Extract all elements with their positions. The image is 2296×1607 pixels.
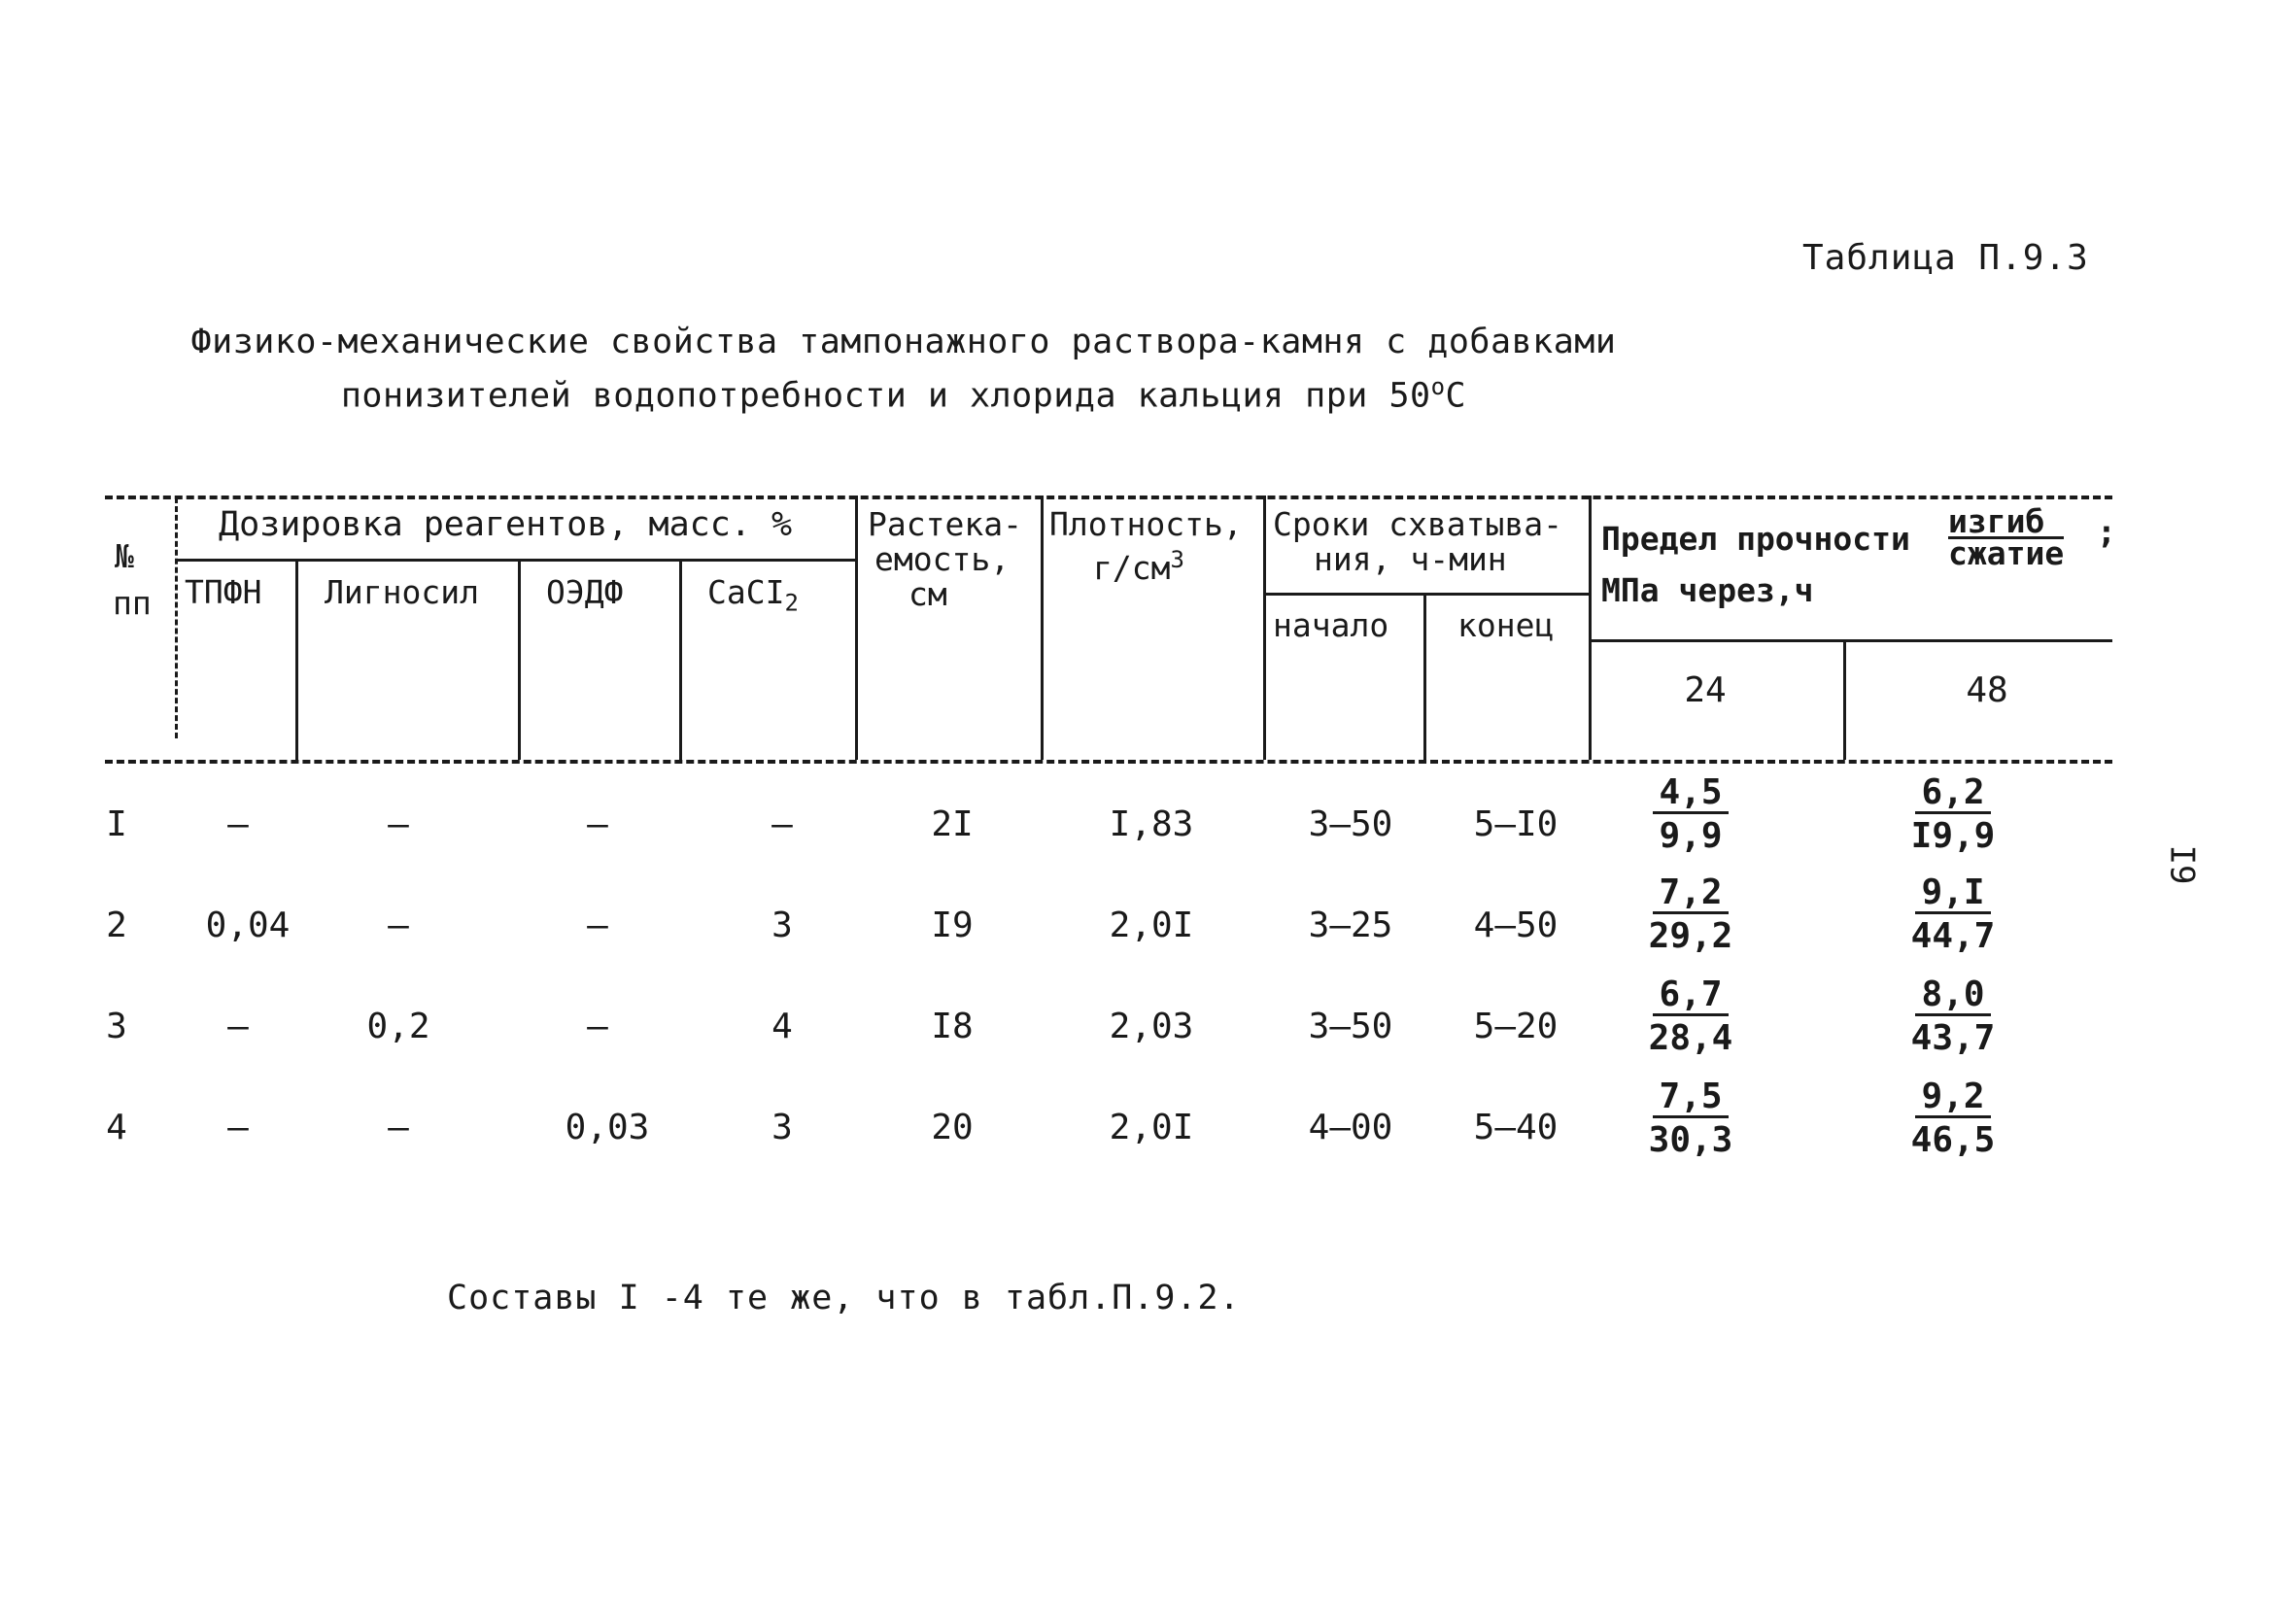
tpfn-header: ТПФН — [185, 573, 262, 611]
row1-end: 5–I0 — [1473, 804, 1559, 844]
row1-num: I — [106, 804, 127, 844]
dosage-group-header: Дозировка реагентов, масс. % — [219, 505, 793, 544]
lignosil-col-divider — [518, 561, 521, 760]
oedf-header: ОЭДФ — [546, 573, 624, 611]
row4-strength-24: $\frac{7,5}{30,3}$ — [1648, 1077, 1733, 1160]
setting-end-divider — [1589, 496, 1592, 760]
row2-end: 4–50 — [1473, 906, 1559, 945]
spread-header-2: емость, — [874, 540, 1011, 578]
row1-tpfn: – — [227, 804, 249, 844]
setting-end-header: конец — [1457, 606, 1555, 644]
row3-strength-24: $\frac{6,7}{28,4}$ — [1648, 974, 1733, 1058]
table-top-border — [105, 496, 2112, 499]
cacl2-header: CaCI$_2$ — [707, 573, 799, 617]
row2-tpfn: 0,04 — [205, 906, 291, 945]
row3-strength-48: $\frac{8,0}{43,7}$ — [1910, 974, 1996, 1058]
setting-header-2: ния, ч-мин — [1314, 540, 1507, 578]
table-title-line1: Физико-механические свойства тампонажного раствора-камня с добавками — [190, 323, 1617, 361]
row2-strength-24: $\frac{7,2}{29,2}$ — [1648, 872, 1733, 956]
row3-num: 3 — [106, 1007, 127, 1046]
density-col-divider — [1263, 496, 1266, 760]
row3-density: 2,03 — [1109, 1007, 1194, 1046]
strength-24-divider — [1843, 641, 1846, 760]
row3-spread: I8 — [931, 1007, 974, 1046]
row2-cacl2: 3 — [771, 906, 793, 945]
setting-start-header: начало — [1273, 606, 1389, 644]
row4-density: 2,0I — [1109, 1108, 1194, 1147]
row1-density: I,83 — [1109, 804, 1194, 844]
row4-tpfn: – — [227, 1108, 249, 1147]
row2-oedf: – — [587, 906, 608, 945]
row3-tpfn: – — [227, 1007, 249, 1046]
row2-lignosil: – — [388, 906, 409, 945]
table-title-line2: понизителей водопотребности и хлорида кальция при $50^оС$ — [340, 373, 1467, 416]
oedf-col-divider — [679, 561, 682, 760]
row4-lignosil: – — [388, 1108, 409, 1147]
spread-header-1: Растека- — [868, 505, 1022, 543]
row4-cacl2: 3 — [771, 1108, 793, 1147]
page-number: I9 — [2162, 844, 2202, 885]
row1-strength-24: $\frac{4,5}{9,9}$ — [1613, 772, 1768, 859]
strength-group-underline — [1589, 639, 2112, 642]
cacl2-col-divider — [855, 496, 858, 760]
row3-start: 3–50 — [1308, 1007, 1393, 1046]
row4-num: 4 — [106, 1108, 127, 1147]
row1-lignosil: – — [388, 804, 409, 844]
footnote: Составы I -4 те же, что в табл.П.9.2. — [447, 1279, 1241, 1317]
strength-header-1: Предел прочности — [1601, 520, 1910, 558]
row1-cacl2: – — [771, 804, 793, 844]
strength-type-stack: изгиб сжатие — [1948, 502, 2065, 572]
num-header-1: № — [115, 537, 134, 575]
row1-oedf: – — [587, 804, 608, 844]
tpfn-col-divider — [295, 561, 298, 760]
row1-spread: 2I — [931, 804, 974, 844]
strength-type-separator: ; — [2097, 513, 2116, 551]
row4-start: 4–00 — [1308, 1108, 1393, 1147]
hours-48-header: 48 — [1966, 670, 2008, 710]
row4-spread: 20 — [931, 1108, 974, 1147]
num-header-2: пп — [113, 584, 152, 622]
strength-header-2: МПа через,ч — [1601, 571, 1814, 609]
table-label: Таблица П.9.3 — [1802, 238, 2089, 278]
row4-strength-48: $\frac{9,2}{46,5}$ — [1910, 1077, 1996, 1160]
row1-strength-48: $\frac{6,2}{I9,9}$ — [1910, 772, 1996, 856]
row2-strength-48: $\frac{9,I}{44,7}$ — [1910, 872, 1996, 956]
spread-header-3: см — [908, 575, 947, 613]
row3-lignosil: 0,2 — [366, 1007, 430, 1046]
header-bottom-border — [105, 760, 2112, 764]
density-header-1: Плотность, — [1049, 505, 1243, 543]
row2-density: 2,0I — [1109, 906, 1194, 945]
row3-end: 5–20 — [1473, 1007, 1559, 1046]
hours-24-header: 24 — [1684, 670, 1727, 710]
density-header-2: $г/см^3$ — [1093, 546, 1184, 587]
num-col-divider — [175, 497, 178, 738]
row2-start: 3–25 — [1308, 906, 1393, 945]
row2-num: 2 — [106, 906, 127, 945]
dosage-group-underline — [175, 559, 855, 562]
row1-start: 3–50 — [1308, 804, 1393, 844]
lignosil-header: Лигносил — [325, 573, 479, 611]
row3-oedf: – — [587, 1007, 608, 1046]
spread-col-divider — [1041, 496, 1044, 760]
setting-header-1: Сроки схватыва- — [1273, 505, 1563, 543]
row4-end: 5–40 — [1473, 1108, 1559, 1147]
row2-spread: I9 — [931, 906, 974, 945]
setting-start-divider — [1423, 595, 1426, 760]
row3-cacl2: 4 — [771, 1007, 793, 1046]
row4-oedf: 0,03 — [565, 1108, 650, 1147]
